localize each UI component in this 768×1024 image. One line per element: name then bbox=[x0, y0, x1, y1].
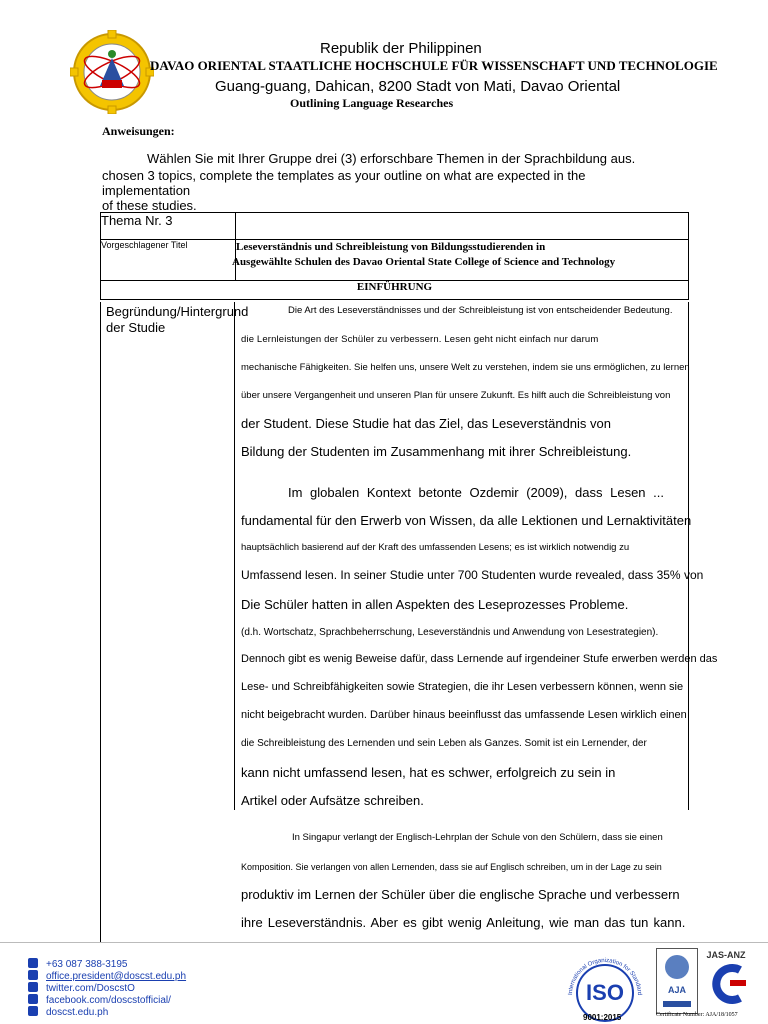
phone-icon bbox=[28, 958, 38, 968]
proposed-title-line-2: Ausgewählte Schulen des Davao Oriental State College of Science and Technology bbox=[232, 256, 616, 268]
body-line-13: Dennoch gibt es wenig Beweise dafür, dass Lernende auf irgendeiner Stufe erwerben werden das bbox=[241, 653, 718, 665]
instructions-line-2 bbox=[102, 168, 672, 213]
topic-number-label: Thema Nr. 3 bbox=[101, 213, 236, 240]
iso-logo-text: ISO bbox=[586, 980, 624, 1005]
body-line-16: die Schreibleistung des Lernenden und sein Leben als Ganzes. Somit ist ein Lernender, der bbox=[241, 738, 647, 749]
instructions-line-1: Wählen Sie mit Ihrer Gruppe drei (3) erforschbare Themen in der Sprachbildung aus. bbox=[147, 151, 636, 166]
iso-standard-year: 9001:2015 bbox=[583, 1013, 622, 1022]
iso-ring-text: International Organization for Standard bbox=[567, 957, 643, 996]
footer-twitter[interactable] bbox=[28, 982, 135, 994]
rationale-block-right-border bbox=[688, 302, 689, 810]
body-line-18: Artikel oder Aufsätze schreiben. bbox=[241, 793, 424, 808]
body-line-14: Lese- und Schreibfähigkeiten sowie Strategien, die ihr Lesen verbessern können, wenn sie bbox=[241, 681, 684, 693]
jas-anz-text: JAS-ANZ bbox=[706, 950, 746, 960]
footer-email-text: office.president@doscst.edu.ph bbox=[46, 971, 187, 982]
aja-registrar-badge bbox=[656, 948, 698, 1014]
footer-website[interactable] bbox=[28, 1006, 108, 1018]
footer-phone-text: +63 087 388-3195 bbox=[46, 959, 128, 970]
body-line-7: Im globalen Kontext betonte Ozdemir (2009), dass Lesen ... bbox=[288, 485, 664, 500]
aja-badge-text: AJA bbox=[667, 985, 687, 995]
proposed-title-value bbox=[232, 240, 689, 281]
body-line-12: (d.h. Wortschatz, Sprachbeherrschung, Leseverständnis und Anwendung von Lesestrategien). bbox=[241, 627, 659, 638]
jas-anz-badge bbox=[700, 948, 752, 1010]
body-line-3: mechanische Fähigkeiten. Sie helfen uns, unsere Welt zu verstehen, indem sie uns ermöglichen, zu lernen bbox=[241, 362, 690, 373]
body-line-8: fundamental für den Erwerb von Wissen, da alle Lektionen und Lernaktivitäten bbox=[241, 513, 692, 528]
body-line-6: Bildung der Studenten im Zusammenhang mit ihrer Schreibleistung. bbox=[241, 444, 632, 459]
footer-divider bbox=[0, 942, 768, 943]
footer-email[interactable] bbox=[28, 970, 186, 982]
body-line-2: die Lernleistungen der Schüler zu verbessern. Lesen geht nicht einfach nur darum bbox=[241, 334, 599, 345]
body-line-22: ihre Leseverständnis. Aber es gibt wenig Anleitung, wie man das tun kann. bbox=[241, 915, 686, 930]
body-line-20: Komposition. Sie verlangen von allen Lernenden, dass sie auf Englisch schreiben, um in der Lage zu sein bbox=[241, 862, 662, 872]
facebook-icon bbox=[28, 994, 38, 1004]
certificate-number: Certificate Number: AJA/18/1057 bbox=[656, 1012, 738, 1018]
header-subject: Outlining Language Researches bbox=[290, 96, 454, 110]
header-address: Guang-guang, Dahican, 8200 Stadt von Mati, Davao Oriental bbox=[215, 78, 621, 95]
section-heading-introduction: EINFÜHRUNG bbox=[101, 281, 689, 300]
body-line-11: Die Schüler hatten in allen Aspekten des Leseprozesses Probleme. bbox=[241, 597, 629, 612]
email-icon bbox=[28, 970, 38, 980]
footer-phone[interactable] bbox=[28, 958, 127, 970]
body-line-4: über unsere Vergangenheit und unseren Plan für unsere Zukunft. Es hilft auch die Schreibleistung von bbox=[241, 390, 671, 401]
footer-website-text: doscst.edu.ph bbox=[46, 1007, 109, 1018]
iso-certification-logo bbox=[560, 945, 650, 1023]
body-line-5: der Student. Diese Studie hat das Ziel, das Leseverständnis von bbox=[241, 416, 611, 431]
rationale-label: Begründung/Hintergrund der Studie bbox=[106, 304, 249, 335]
body-line-9: hauptsächlich basierend auf der Kraft des umfassenden Lesens; es ist wirklich notwendig zu bbox=[241, 542, 630, 553]
body-line-10: Umfassend lesen. In seiner Studie unter 700 Studenten wurde revealed, dass 35% von bbox=[241, 568, 704, 582]
footer-facebook-text: facebook.com/doscstofficial/ bbox=[46, 995, 171, 1006]
instructions-heading: Anweisungen: bbox=[102, 124, 175, 138]
college-seal-logo bbox=[70, 30, 154, 114]
proposed-title-line-1: Leseverständnis und Schreibleistung von Bildungsstudierenden in bbox=[236, 241, 546, 253]
instructions-line-3-text: of these studies. bbox=[102, 198, 197, 213]
twitter-icon bbox=[28, 982, 38, 992]
body-line-21: produktiv im Lernen der Schüler über die englische Sprache und verbessern bbox=[241, 887, 680, 902]
proposed-title-label: Vorgeschlagener Titel bbox=[101, 240, 236, 281]
body-line-15: nicht beigebracht wurden. Darüber hinaus beeinflusst das umfassende Lesen wirklich einen bbox=[241, 709, 687, 721]
outline-template-table bbox=[100, 212, 689, 300]
body-line-19: In Singapur verlangt der Englisch-Lehrplan der Schule von den Schülern, dass sie einen bbox=[292, 832, 663, 843]
footer-twitter-text: twitter.com/DoscstO bbox=[46, 983, 135, 994]
body-line-1: Die Art des Leseverständnisses und der Schreibleistung ist von entscheidender Bedeutung. bbox=[288, 305, 673, 316]
body-line-17: kann nicht umfassend lesen, hat es schwer, erfolgreich zu sein in bbox=[241, 765, 616, 780]
header-republic: Republik der Philippinen bbox=[320, 40, 482, 57]
footer-facebook[interactable] bbox=[28, 994, 171, 1006]
instructions-line-2-text: chosen 3 topics, complete the templates as your outline on what are expected in the implementation bbox=[102, 168, 586, 198]
globe-icon bbox=[28, 1006, 38, 1016]
header-college-name: DAVAO ORIENTAL STAATLICHE HOCHSCHULE FÜR WISSENSCHAFT UND TECHNOLOGIE bbox=[150, 58, 718, 73]
topic-number-value bbox=[236, 213, 689, 240]
rationale-label-cell bbox=[100, 302, 235, 810]
